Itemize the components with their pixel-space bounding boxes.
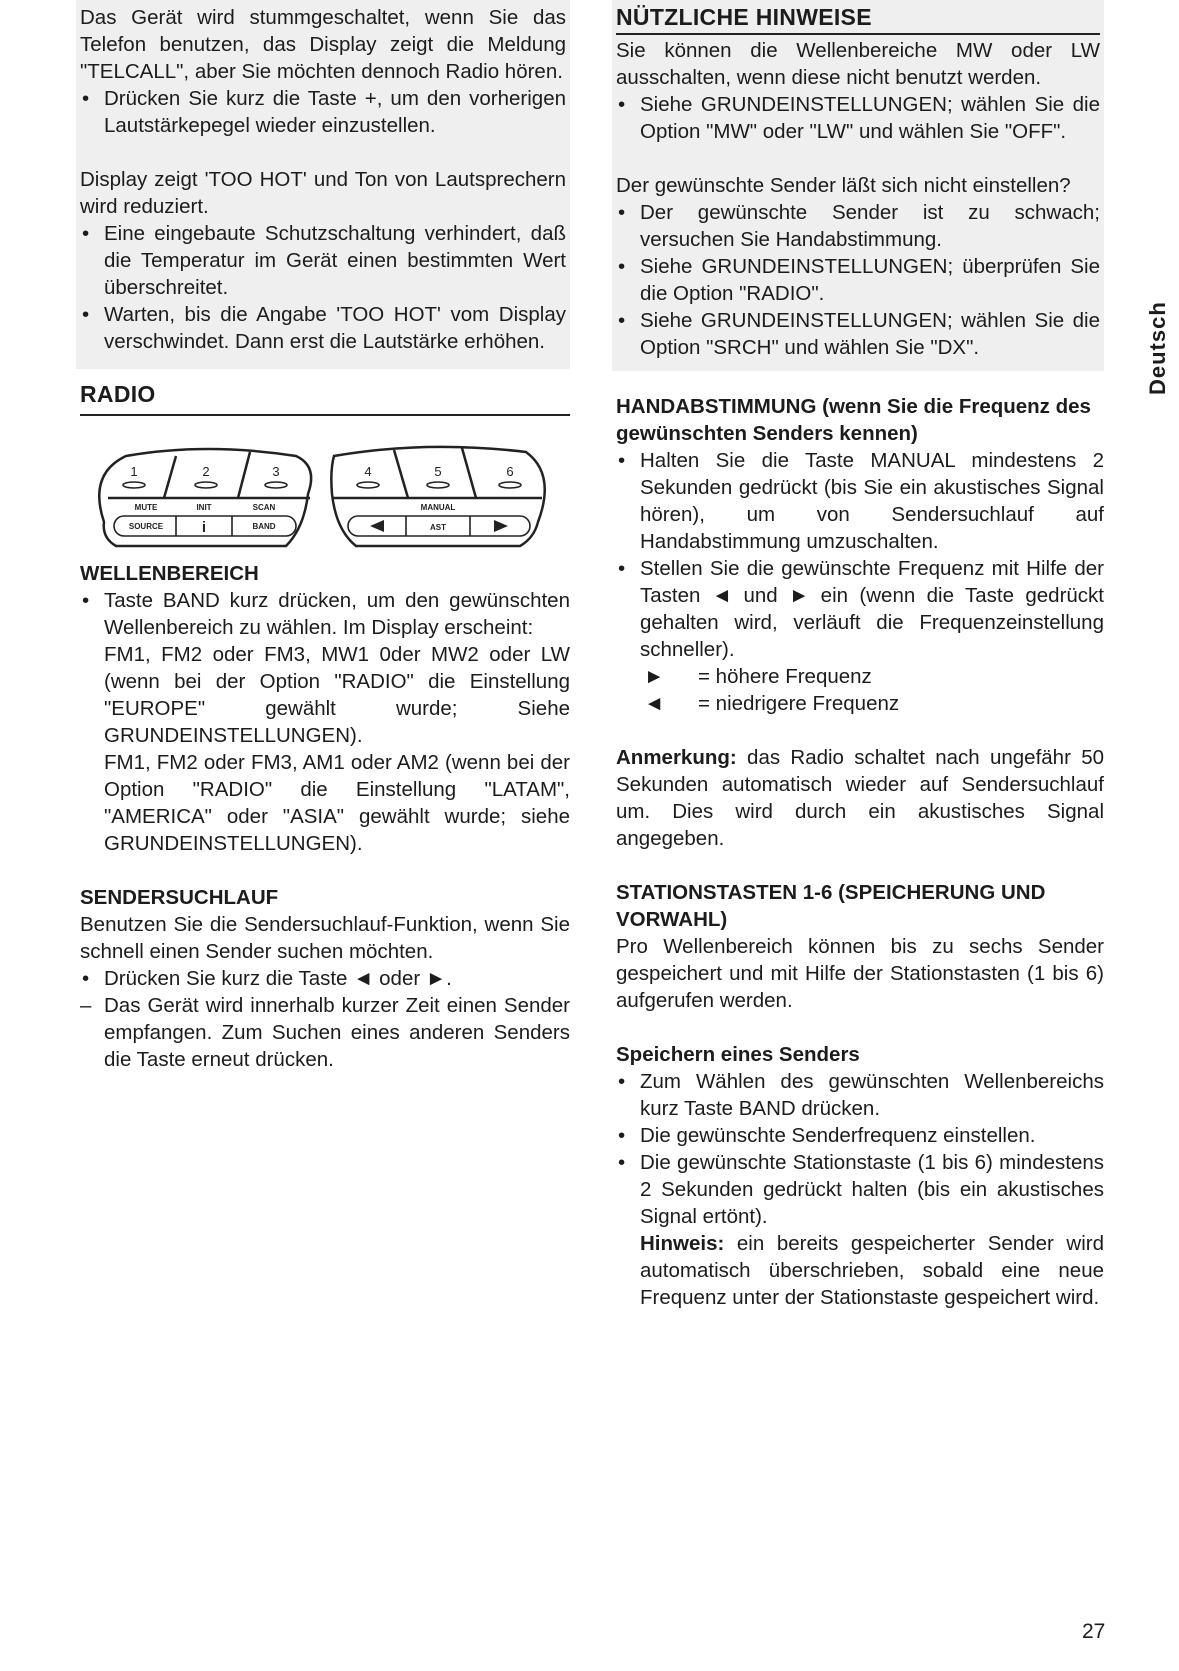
list-item: – Das Gerät wird innerhalb kurzer Zeit einen Sender empfangen. Zum Suchen eines anderen Senders die Taste erneut drücken. — [80, 994, 570, 1071]
preset-1-label: 1 — [130, 464, 138, 479]
band-label: BAND — [252, 522, 276, 531]
sendersuchlauf-list — [80, 965, 570, 992]
list-item: • Eine eingebaute Schutzschaltung verhindert, daß die Temperatur im Gerät einen bestimmten Wert überschreitet. — [82, 222, 566, 299]
handabstimmung-heading: HANDABSTIMMUNG (wenn Sie die Frequenz des gewünschten Senders kennen) — [616, 395, 1091, 445]
hinweis-text: Hinweis: ein bereits gespeicherter Sender wird automatisch überschrieben, sobald eine neue Frequenz unter der Stationstaste gespeichert wird. — [640, 1232, 1104, 1309]
seek-left-icon — [370, 520, 384, 532]
warning-box — [76, 0, 570, 369]
hints-list-1 — [616, 91, 1100, 145]
hints-text-1: Sie können die Wellenbereiche MW oder LW ausschalten, wenn diese nicht benutzt werden. — [616, 39, 1100, 89]
list-item: • Siehe GRUNDEINSTELLUNGEN; wählen Sie die Option "MW" oder "LW" und wählen Sie "OFF". — [618, 93, 1100, 143]
list-item: • Taste BAND kurz drücken, um den gewünschten Wellenbereich zu wählen. Im Display erscheint: — [82, 589, 570, 639]
info-icon: i — [201, 519, 207, 536]
wellenbereich-other: FM1, FM2 oder FM3, AM1 oder AM2 (wenn bei der Option "RADIO" die Einstellung "LATAM", "AMERICA" oder "ASIA" gewählt wurde; siehe GRUNDEINSTELLUNGEN). — [104, 751, 570, 855]
scan-label: SCAN — [252, 503, 276, 512]
list-item: • Drücken Sie kurz die Taste ◄ oder ►. — [82, 967, 452, 990]
list-item: • Stellen Sie die gewünschte Frequenz mit Hilfe der Tasten ◄ und ► ein (wenn die Taste gedrückt gehalten wird, verläuft die Frequenzeinstellung schneller). — [618, 557, 1104, 661]
wellenbereich-europe: FM1, FM2 oder FM3, MW1 0der MW2 oder LW (wenn bei der Option "RADIO" die Einstellung "EUROPE" gewählt wurde; Siehe GRUNDEINSTELLUNGEN). — [104, 643, 570, 747]
stationstasten-text: Pro Wellenbereich können bis zu sechs Sender gespeichert und mit Hilfe der Stationstasten (1 bis 6) aufgerufen werden. — [616, 935, 1104, 1012]
speichern-heading: Speichern eines Senders — [616, 1043, 860, 1066]
left-column — [80, 0, 570, 1073]
wellenbereich-list — [80, 587, 570, 641]
init-label: INIT — [196, 503, 212, 512]
hints-box — [612, 0, 1104, 371]
source-label: SOURCE — [128, 522, 164, 531]
sendersuchlauf-text: Benutzen Sie die Sendersuchlauf-Funktion, wenn Sie schnell einen Sender suchen möchten. — [80, 913, 570, 963]
telcall-text: Das Gerät wird stummgeschaltet, wenn Sie das Telefon benutzen, das Display zeigt die Meldung "TELCALL", aber Sie möchten dennoch Radio hören. — [80, 6, 566, 83]
list-item: • Siehe GRUNDEINSTELLUNGEN; wählen Sie die Option "SRCH" und wählen Sie "DX". — [618, 309, 1100, 359]
telcall-list — [80, 85, 566, 139]
speichern-list — [616, 1068, 1104, 1230]
list-item: • Zum Wählen des gewünschten Wellenbereichs kurz Taste BAND drücken. — [618, 1070, 1104, 1120]
anmerkung-text: Anmerkung: das Radio schaltet nach ungefähr 50 Sekunden automatisch wieder auf Sendersuchlauf um. Dies wird durch ein akustisches Signal angegeben. — [616, 746, 1104, 850]
radio-panel-illustration — [86, 434, 556, 554]
sendersuchlauf-heading: SENDERSUCHLAUF — [80, 886, 279, 909]
list-item: • Warten, bis die Angabe 'TOO HOT' vom Display verschwindet. Dann erst die Lautstärke erhöhen. — [82, 303, 566, 353]
language-tab: Deutsch — [1145, 301, 1170, 395]
mute-label: MUTE — [134, 503, 158, 512]
seek-right-icon — [494, 520, 508, 532]
manual-label: MANUAL — [420, 503, 456, 512]
wellenbereich-heading: WELLENBEREICH — [80, 562, 259, 585]
legend-lower: ◄ = niedrigere Frequenz — [644, 692, 900, 715]
hints-list-2 — [616, 199, 1100, 361]
preset-4-label: 4 — [364, 464, 372, 479]
toohot-list — [80, 220, 566, 355]
page-number: 27 — [1082, 1620, 1106, 1643]
radio-heading: RADIO — [80, 381, 570, 416]
list-item: • Der gewünschte Sender ist zu schwach; versuchen Sie Handabstimmung. — [618, 201, 1100, 251]
nuetzliche-hinweise-heading: NÜTZLICHE HINWEISE — [616, 4, 1100, 35]
list-item: • Siehe GRUNDEINSTELLUNGEN; überprüfen Sie die Option "RADIO". — [618, 255, 1100, 305]
list-item: • Die gewünschte Stationstaste (1 bis 6) mindestens 2 Sekunden gedrückt halten (bis ein akustisches Signal ertönt). — [618, 1151, 1104, 1228]
legend-higher: ► = höhere Frequenz — [644, 665, 872, 688]
stationstasten-heading: STATIONSTASTEN 1-6 (SPEICHERUNG UND VORWAHL) — [616, 881, 1046, 931]
toohot-text: Display zeigt 'TOO HOT' und Ton von Lautsprechern wird reduziert. — [80, 168, 566, 218]
preset-5-label: 5 — [434, 464, 442, 479]
preset-2-label: 2 — [202, 464, 210, 479]
list-item: • Drücken Sie kurz die Taste +, um den vorherigen Lautstärkepegel wieder einzustellen. — [82, 87, 566, 137]
preset-3-label: 3 — [272, 464, 280, 479]
sendersuchlauf-dash-list — [80, 992, 570, 1073]
hints-text-2: Der gewünschte Sender läßt sich nicht einstellen? — [616, 174, 1071, 197]
handabstimmung-list — [616, 447, 1104, 663]
list-item: • Halten Sie die Taste MANUAL mindestens 2 Sekunden gedrückt (bis Sie ein akustisches Signal hören), um von Sendersuchlauf auf Handabstimmung umzuschalten. — [618, 449, 1104, 553]
preset-6-label: 6 — [506, 464, 514, 479]
list-item: • Die gewünschte Senderfrequenz einstellen. — [618, 1124, 1036, 1147]
arrow-right-icon: ► — [644, 665, 665, 688]
arrow-left-icon: ◄ — [644, 692, 665, 715]
right-column — [616, 0, 1104, 1311]
ast-label: AST — [430, 523, 446, 532]
